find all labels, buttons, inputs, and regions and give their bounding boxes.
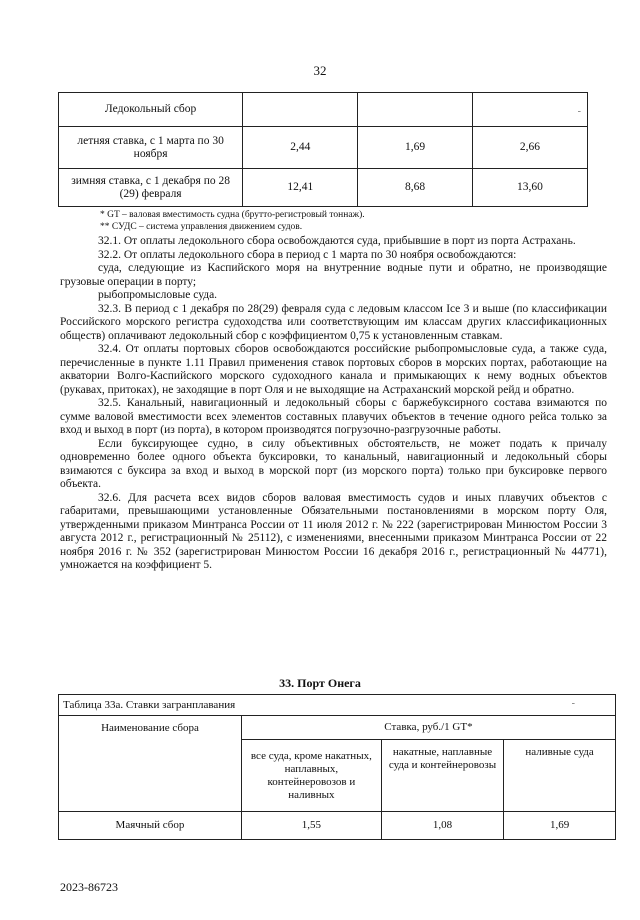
table-cell: 13,60 xyxy=(472,169,587,207)
table-header-cell: все суда, кроме накатных, наплавных, контейнеровозов и наливных xyxy=(241,740,381,812)
table-cell: зимняя ставка, с 1 декабря по 28 (29) февраля xyxy=(59,169,243,207)
table-caption: Таблица 33а. Ставки загранплавания - xyxy=(59,695,616,716)
table-cell: 1,55 xyxy=(241,812,381,840)
table-header-cell: Наименование сбора xyxy=(59,716,242,812)
paragraph: 32.3. В период с 1 декабря по 28(29) февраля суда с ледовым классом Ice 3 и выше (по классификации Российского морского регистра судоходства или соответствующим им классам других классификационных обществ) оплачивают ледокольный сбор с коэффициентом 0,75 к установленным ставкам. xyxy=(60,302,607,342)
table-cell: 1,69 xyxy=(358,127,473,169)
table-cell: летняя ставка, с 1 марта по 30 ноября xyxy=(59,127,243,169)
table-cell: 12,41 xyxy=(243,169,358,207)
document-number: 2023-86723 xyxy=(60,880,118,894)
paragraph: 32.4. От оплаты портовых сборов освобождаются российские рыбопромысловые суда, а также суда, перечисленные в пункте 1.11 Правил применения ставок портовых сборов в морских портах, работающие на акватории Волго-Каспийского морского судоходного канала и примыкающих к нему водных объектов (рукавах, притоках), не заходящие в порт Оля и не выходящие на Астраханский морской рейд и обратно. xyxy=(60,343,607,396)
table-caption-row xyxy=(59,695,616,716)
footnote: ** СУДС – система управления движением судов. xyxy=(100,222,303,232)
paragraph: суда, следующие из Каспийского моря на внутренние водные пути и обратно, не производящие грузовые операции в порту; xyxy=(60,262,607,288)
paragraph: 32.6. Для расчета всех видов сборов валовая вместимость судов и иных плавучих объектов с габаритами, превышающими установленные Обязательными постановлениями в морском порту Оля, утвержденными приказом Минтранса России от 11 июля 2012 г. № 222 (зарегистрирован Минюстом России 3 августа 2012 г., регистрационный № 25112), с изменениями, внесенными приказом Минтранса России от 22 ноября 2016 г. № 352 (зарегистрирован Минюстом России 16 декабря 2016 г., регистрационный № 44771), умножается на коэффициент 5. xyxy=(60,491,607,571)
table-row xyxy=(59,169,588,207)
footnote: * GT – валовая вместимость судна (брутто-регистровый тоннаж). xyxy=(100,210,365,220)
table-header-cell: накатные, наплавные суда и контейнеровозы xyxy=(381,740,503,812)
table-cell: 2,44 xyxy=(243,127,358,169)
scan-mark: - xyxy=(577,106,581,117)
table-row xyxy=(59,127,588,169)
table-row xyxy=(59,812,616,840)
table-cell: Маячный сбор xyxy=(59,812,242,840)
table-cell: 8,68 xyxy=(358,169,473,207)
table-cell xyxy=(472,93,587,127)
body-text xyxy=(60,235,607,573)
paragraph: Если буксирующее судно, в силу объективных обстоятельств, не может подать к причалу одновременно более одного объекта буксировки, то канальный, навигационный и ледокольный сборы взимаются с буксира за вход и выход в морской порт (из морского порта) только при буксировке первого объекта. xyxy=(60,437,607,490)
table-cell xyxy=(358,93,473,127)
icebreaker-fee-table xyxy=(58,92,588,207)
scan-mark: - xyxy=(571,698,575,709)
table-header-row xyxy=(59,93,588,127)
paragraph: 32.1. От оплаты ледокольного сбора освобождаются суда, прибывшие в порт из порта Астрахань. xyxy=(98,235,576,247)
paragraph: 32.2. От оплаты ледокольного сбора в период с 1 марта по 30 ноября освобождаются: xyxy=(98,248,517,261)
section-title: 33. Порт Онега xyxy=(279,676,361,690)
table-header-cell: наливные суда xyxy=(504,740,616,812)
table-cell: 1,08 xyxy=(381,812,503,840)
table-cell: Ледокольный сбор xyxy=(59,93,243,127)
page-number: 32 xyxy=(313,63,327,78)
footnotes xyxy=(100,209,365,233)
foreign-voyage-rates-table xyxy=(58,694,616,840)
paragraph: 32.5. Канальный, навигационный и ледокольный сборы с баржебуксирного состава взимаются по сумме валовой вместимости всех элементов составных плавучих объектов в течение одного рейса только за вход и выход в порт (из порта), в котором производятся погрузочно-разгрузочные работы. xyxy=(60,397,607,436)
table-header-row xyxy=(59,716,616,740)
table-header-cell: Ставка, руб./1 GT* xyxy=(241,716,615,740)
table-cell: 1,69 xyxy=(504,812,616,840)
table-cell xyxy=(243,93,358,127)
table-cell: 2,66 xyxy=(472,127,587,169)
paragraph: рыбопромысловые суда. xyxy=(98,289,218,301)
